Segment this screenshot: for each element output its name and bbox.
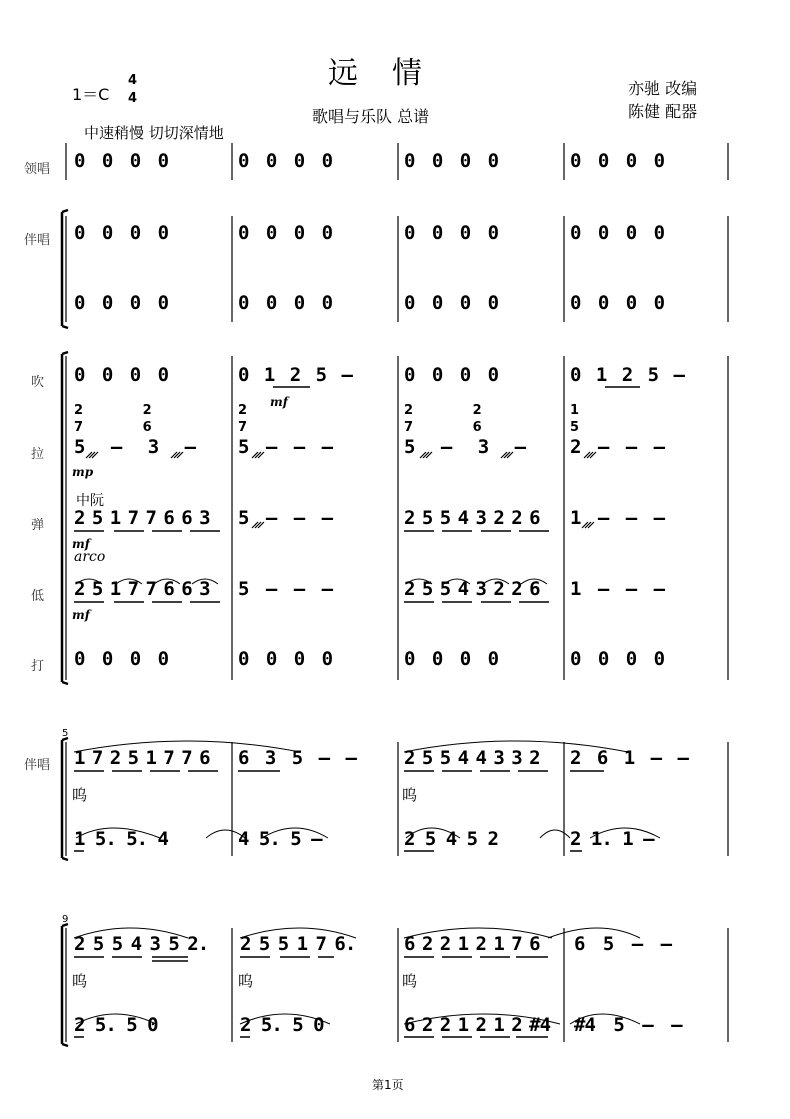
percussion-bar-4: 0 0 0 0 — [570, 648, 666, 670]
dynamic-mf-wind: mf — [270, 395, 288, 409]
bowed-chord-top-3: 2 2 — [404, 403, 482, 418]
bowed-chord-top-2: 2 — [238, 403, 248, 418]
lead-bar-4: 0 0 0 0 — [570, 150, 666, 172]
lyric-s3-3: 呜 — [402, 972, 418, 990]
lead-bar-2: 0 0 0 0 — [238, 150, 334, 172]
chorus-upper-bar-1: 0 0 0 0 — [74, 222, 170, 244]
chorus-lower-bar-2: 0 0 0 0 — [238, 292, 334, 314]
label-plucked: 弹 — [31, 518, 45, 533]
wind-bar-3: 0 0 0 0 — [404, 364, 500, 386]
page-number: 第1页 — [372, 1078, 404, 1092]
bowed-bar-1: 5 – 3 – — [74, 436, 197, 458]
zhongruan-label: 中阮 — [76, 493, 104, 509]
s2-lower-bar-3: 2 5 4 5 2 — [404, 828, 498, 850]
s3-upper-bar-3: 6 2 2 1 2 1 7 6 — [404, 933, 540, 955]
wind-bar-2: 0 1 2 5 – — [238, 364, 353, 386]
chorus-lower-bar-3: 0 0 0 0 — [404, 292, 500, 314]
lyric-s2-1: 呜 — [72, 786, 88, 804]
s3-upper-bar-4: 6 5 – – — [574, 933, 672, 955]
wind-bar-1: 0 0 0 0 — [74, 364, 170, 386]
bowed-chord-mid-3: 7 6 — [404, 420, 482, 435]
bar-number-9: 9 — [62, 914, 69, 925]
plucked-bar-2: 5 – – – — [238, 507, 334, 529]
arco-marking: arco — [74, 549, 106, 565]
percussion-bar-2: 0 0 0 0 — [238, 648, 334, 670]
label-bass: 低 — [31, 589, 45, 604]
chorus-lower-bar-1: 0 0 0 0 — [74, 292, 170, 314]
page-title: 远 情 — [328, 56, 424, 91]
tempo-marking: 中速稍慢 切切深情地 — [84, 124, 224, 142]
bowed-bar-3: 5 – 3 – — [404, 436, 527, 458]
label-chorus: 伴唱 — [24, 233, 51, 248]
dynamic-mf-plucked: mf — [72, 537, 90, 551]
s3-lower-bar-4: #4 5 – – — [574, 1014, 682, 1036]
percussion-bar-3: 0 0 0 0 — [404, 648, 500, 670]
lyric-s2-2: 呜 — [402, 786, 418, 804]
bowed-chord-top-1: 2 2 — [74, 403, 152, 418]
bowed-chord-mid-4: 5 — [570, 420, 580, 435]
time-signature-bottom: 4 — [128, 91, 138, 106]
bass-bar-3: 2 5 5 4 3 2 2 6 — [404, 578, 540, 600]
arranger-credit: 亦驰 改编 — [628, 79, 698, 98]
plucked-bar-1: 2 5 1 7 7 6 6 3 — [74, 507, 210, 529]
s2-upper-bar-4: 2 6 1 – – — [570, 747, 688, 769]
s2-lower-bar-4: 2 1. 1 – — [570, 828, 654, 850]
bowed-bar-4: 2 – – – — [570, 436, 666, 458]
wind-bar-4: 0 1 2 5 – — [570, 364, 685, 386]
chorus-upper-bar-4: 0 0 0 0 — [570, 222, 666, 244]
s3-lower-bar-1: 2 5. 5 0 — [74, 1014, 158, 1036]
s2-upper-bar-3: 2 5 5 4 4 3 3 2 — [404, 747, 540, 769]
bowed-chord-mid-1: 7 6 — [74, 420, 152, 435]
chorus-lower-bar-4: 0 0 0 0 — [570, 292, 666, 314]
dynamic-mp-bowed: mp — [72, 465, 94, 479]
s3-lower-bar-2: 2 5. 5 0 — [240, 1014, 324, 1036]
key-signature: 1＝C — [72, 85, 110, 104]
s3-upper-bar-2: 2 5 5 1 7 6. — [240, 933, 356, 955]
label-wind: 吹 — [31, 375, 45, 390]
chorus-upper-bar-3: 0 0 0 0 — [404, 222, 500, 244]
chorus-upper-bar-2: 0 0 0 0 — [238, 222, 334, 244]
time-signature-top: 4 — [128, 73, 138, 88]
label-lead: 领唱 — [24, 162, 51, 177]
plucked-bar-3: 2 5 5 4 3 2 2 6 — [404, 507, 540, 529]
percussion-bar-1: 0 0 0 0 — [74, 648, 170, 670]
lyric-s3-2: 呜 — [238, 972, 254, 990]
s3-upper-bar-1: 2 5 5 4 3 5 2. — [74, 933, 209, 955]
lead-bar-3: 0 0 0 0 — [404, 150, 500, 172]
orchestrator-credit: 陈健 配器 — [628, 102, 698, 121]
lyric-s3-1: 呜 — [72, 972, 88, 990]
bowed-chord-mid-2: 7 — [238, 420, 248, 435]
bowed-bar-2: 5 – – – — [238, 436, 334, 458]
bowed-chord-top-4: 1 — [570, 403, 580, 418]
s2-upper-bar-2: 6 3 5 – – — [238, 747, 356, 769]
bass-bar-1: 2 5 1 7 7 6 6 3 — [74, 578, 210, 600]
s2-lower-bar-2: 4 5. 5 – — [238, 828, 322, 850]
plucked-bar-4: 1 – – – — [570, 507, 666, 529]
s2-upper-bar-1: 1 7 2 5 1 7 7 6 — [74, 747, 210, 769]
bar-number-5: 5 — [62, 728, 69, 739]
lead-bar-1: 0 0 0 0 — [74, 150, 170, 172]
s3-lower-bar-3: 6 2 2 1 2 1 2 #4 — [404, 1014, 551, 1036]
label-bowed: 拉 — [31, 447, 45, 462]
label-percussion: 打 — [31, 659, 45, 674]
bass-bar-4: 1 – – – — [570, 578, 666, 600]
s2-lower-bar-1: 1 5. 5. 4 — [74, 828, 168, 850]
subtitle: 歌唱与乐队 总谱 — [312, 107, 430, 126]
label-chorus-system2: 伴唱 — [24, 758, 51, 773]
dynamic-mf-bass: mf — [72, 608, 90, 622]
bass-bar-2: 5 – – – — [238, 578, 334, 600]
